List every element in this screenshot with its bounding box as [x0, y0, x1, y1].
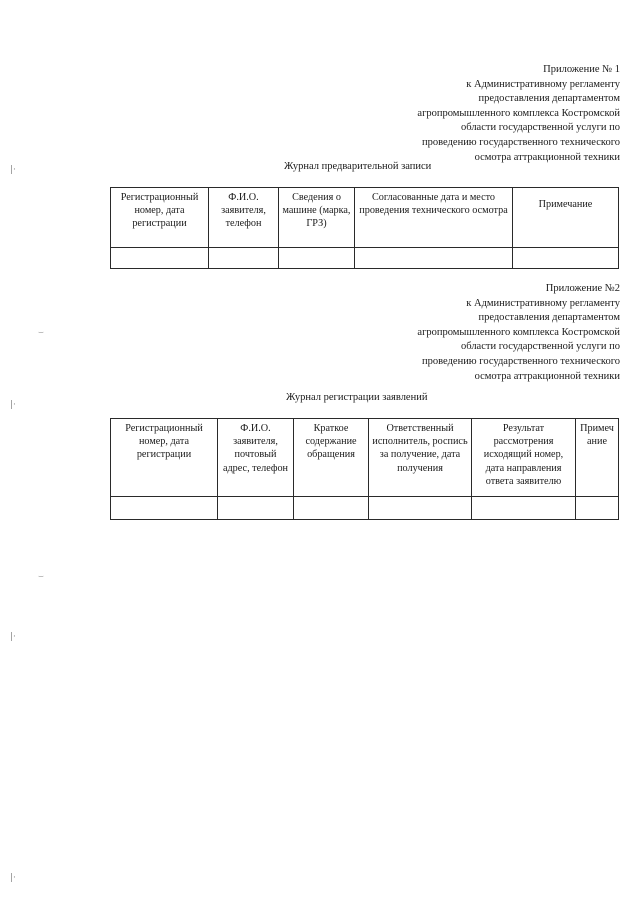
appendix-2-line: проведению государственного технического [422, 355, 620, 367]
column-header: Результат рассмотрения исходящий номер, дата направления ответа заявителю [472, 419, 576, 497]
scan-artifact: |· [10, 632, 16, 642]
column-header: Примечание [576, 419, 619, 497]
applications-registration-table [110, 418, 619, 520]
empty-cell [513, 248, 619, 269]
appendix-1-line: к Административному регламенту [466, 78, 620, 90]
appendix-1-line: Приложение № 1 [543, 64, 620, 75]
scan-artifact: ⌣ [38, 572, 44, 582]
empty-cell [369, 497, 472, 520]
column-header: Сведения о машине (марка, ГРЗ) [279, 188, 355, 248]
appendix-2-line: к Административному регламенту [466, 297, 620, 309]
appendix-1-line: осмотра аттракционной техники [474, 151, 620, 163]
appendix-1-line: проведению государственного технического [422, 136, 620, 148]
empty-cell [218, 497, 294, 520]
table-row [111, 497, 619, 520]
empty-cell [111, 497, 218, 520]
empty-cell [355, 248, 513, 269]
table-header-row [111, 419, 619, 497]
journal-2-title: Журнал регистрации заявлений [286, 392, 428, 403]
column-header: Ф.И.О. заявителя, почтовый адрес, телефон [218, 419, 294, 497]
column-header: Регистрационный номер, дата регистрации [111, 188, 209, 248]
appendix-2-line: области государственной услуги по [460, 341, 620, 353]
preliminary-registration-table [110, 187, 619, 269]
empty-cell [209, 248, 279, 269]
column-header: Ответственный исполнитель, роспись за получение, дата получения [369, 419, 472, 497]
scan-artifact: ⌣ [38, 328, 44, 338]
empty-cell [472, 497, 576, 520]
appendix-2-line: агропромышленного комплекса Костромской [417, 326, 620, 338]
empty-cell [576, 497, 619, 520]
appendix-1-line: области государственной услуги по [460, 122, 620, 134]
table-header-row [111, 188, 619, 248]
appendix-1-line: предоставления департаментом [478, 93, 620, 105]
column-header: Согласованные дата и место проведения технического осмотра [355, 188, 513, 248]
empty-cell [279, 248, 355, 269]
journal-1-title: Журнал предварительной записи [284, 161, 432, 172]
column-header: Примечание [513, 188, 619, 248]
column-header: Регистрационный номер, дата регистрации [111, 419, 218, 497]
column-header: Ф.И.О. заявителя, телефон [209, 188, 279, 248]
table-row [111, 248, 619, 269]
scan-artifact: |· [10, 873, 16, 883]
appendix-2-line: Приложение №2 [545, 283, 620, 294]
appendix-2-line: осмотра аттракционной техники [474, 370, 620, 382]
appendix-2-line: предоставления департаментом [478, 312, 620, 324]
column-header: Краткое содержание обращения [294, 419, 369, 497]
appendix-2-header [417, 282, 620, 384]
appendix-1-line: агропромышленного комплекса Костромской [417, 107, 620, 119]
empty-cell [294, 497, 369, 520]
appendix-1-header [417, 63, 620, 165]
scan-artifact: |· [10, 165, 16, 175]
scan-artifact: |· [10, 400, 16, 410]
empty-cell [111, 248, 209, 269]
